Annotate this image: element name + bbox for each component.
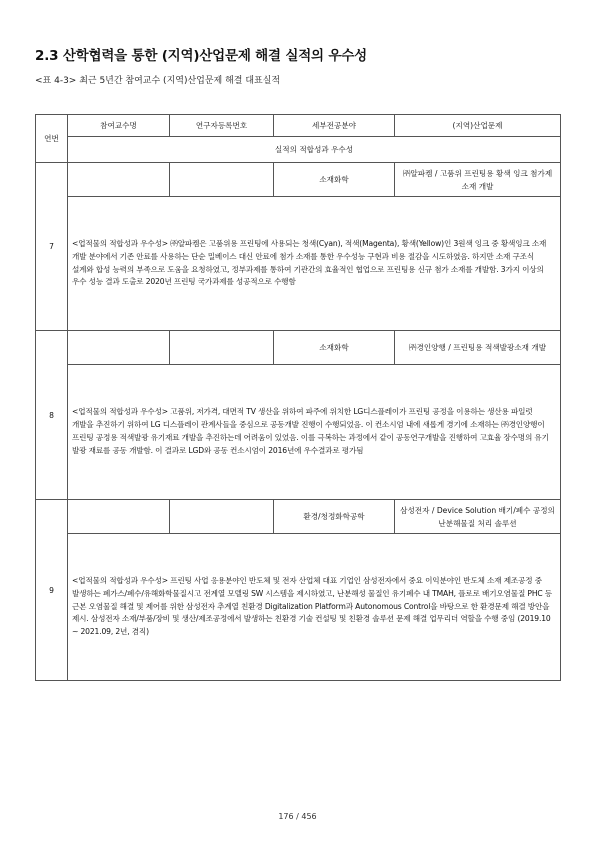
header-achievement: 실적의 적합성과 우수성 <box>68 137 561 163</box>
professor-cell <box>68 163 170 197</box>
field-cell: 소재화학 <box>274 163 395 197</box>
achievement-description: <업적물의 적합성과 우수성> 프린팅 사업 응용분야인 반도체 및 전자 산업체 대표 기업인 삼성전자에서 중요 이익분야인 반도체 소재 제조공정 중 발생하는 폐가스/폐수/유해화학물질시고 전계열 모델링 SW 시스템을 제시하였고, 난분해성 물질인 유기폐수 내 TMAH, 플로로 배기오염물질 PHC 등 근본 오염물질 해결 및 제어를 위한 삼성전자 추계열 친환경 Digitalization Platform과 Autonomous Control을 바탕으로 한 환경문제 해결 방안을 제시. 삼성전자 소재/부품/장비 및 생산/제조공정에서 발생하는 친환경 기술 컨설팅 및 친환경 솔루션 문제 해결 업무리더 역할을 수행 중임 (2019.10 ~ 2021.09, 2년, 겸직) <box>68 534 561 681</box>
achievement-description: <업적물의 적합성과 우수성> ㈜알파켐은 고품위용 프린팅에 사용되는 청색(Cyan), 적색(Magenta), 황색(Yellow)인 3원색 잉크 중 황색잉크 소재 개발 분야에서 기존 안료를 사용하는 단순 밀베이스 대신 안료에 첨가 소재를 통한 우수성능 구현과 비용 절감을 시도하였음. 하지만 소재 구조식 설계와 합성 능력의 부족으로 도움을 요청하였고, 정부과제를 통하여 기관간의 효율적인 협업으로 프린팅용 신규 첨가 소재를 개발함. 3가지 이상의 우수 성능 결과 도출로 2020년 프린팅 국가과제를 성공적으로 수행함 <box>68 197 561 331</box>
field-cell: 환경/청정화학공학 <box>274 500 395 534</box>
achievements-table <box>35 114 561 681</box>
description-row <box>36 534 561 681</box>
row-number: 9 <box>36 500 68 681</box>
problem-cell: ㈜경인양행 / 프린팅용 적색발광소재 개발 <box>395 331 561 365</box>
table-row <box>36 163 561 197</box>
researcher-id-cell <box>170 163 274 197</box>
table-row <box>36 500 561 534</box>
description-row <box>36 197 561 331</box>
professor-cell <box>68 331 170 365</box>
problem-cell: ㈜알파켐 / 고품위 프린팅용 황색 잉크 첨가제 소재 개발 <box>395 163 561 197</box>
description-row <box>36 365 561 500</box>
table-subheader-row <box>36 137 561 163</box>
table-header-row <box>36 115 561 137</box>
row-number: 7 <box>36 163 68 331</box>
header-problem: (지역)산업문제 <box>395 115 561 137</box>
problem-cell: 삼성전자 / Device Solution 배기/폐수 공정의 난분해물질 처리 솔루션 <box>395 500 561 534</box>
page-number: 176 / 456 <box>278 812 317 821</box>
section-title: 2.3 산학협력을 통한 (지역)산업문제 해결 실적의 우수성 <box>35 48 367 64</box>
header-researcher-id: 연구자등록번호 <box>170 115 274 137</box>
header-field: 세부전공분야 <box>274 115 395 137</box>
header-row-no: 연번 <box>36 115 68 163</box>
professor-cell <box>68 500 170 534</box>
row-number: 8 <box>36 331 68 500</box>
field-cell: 소재화학 <box>274 331 395 365</box>
researcher-id-cell <box>170 331 274 365</box>
table-row <box>36 331 561 365</box>
achievement-description: <업적물의 적합성과 우수성> 고품위, 저가격, 대면적 TV 생산을 위하여 파주에 위치한 LG디스플레이가 프린팅 공정을 이용하는 생산용 파일럿 개발을 추진하기 위하여 LG 디스플레이 관계사들을 중심으로 공동개발 진행이 수행되었음. 이 컨소시엄 내에 새롭게 경기에 소재하는 ㈜경인양행이 프린팅 공정용 적색발광 유기재료 개발을 추진하는데 어려움이 있었음. 이를 극복하는 과정에서 같이 공동연구개발을 진행하여 고효율 장수명의 유기 발광 재료를 공동 개발함. 이 결과로 LGD와 공동 컨소시엄이 2016년에 우수결과로 평가됨 <box>68 365 561 500</box>
header-professor: 참여교수명 <box>68 115 170 137</box>
researcher-id-cell <box>170 500 274 534</box>
table-caption: <표 4-3> 최근 5년간 참여교수 (지역)산업문제 해결 대표실적 <box>35 76 281 86</box>
